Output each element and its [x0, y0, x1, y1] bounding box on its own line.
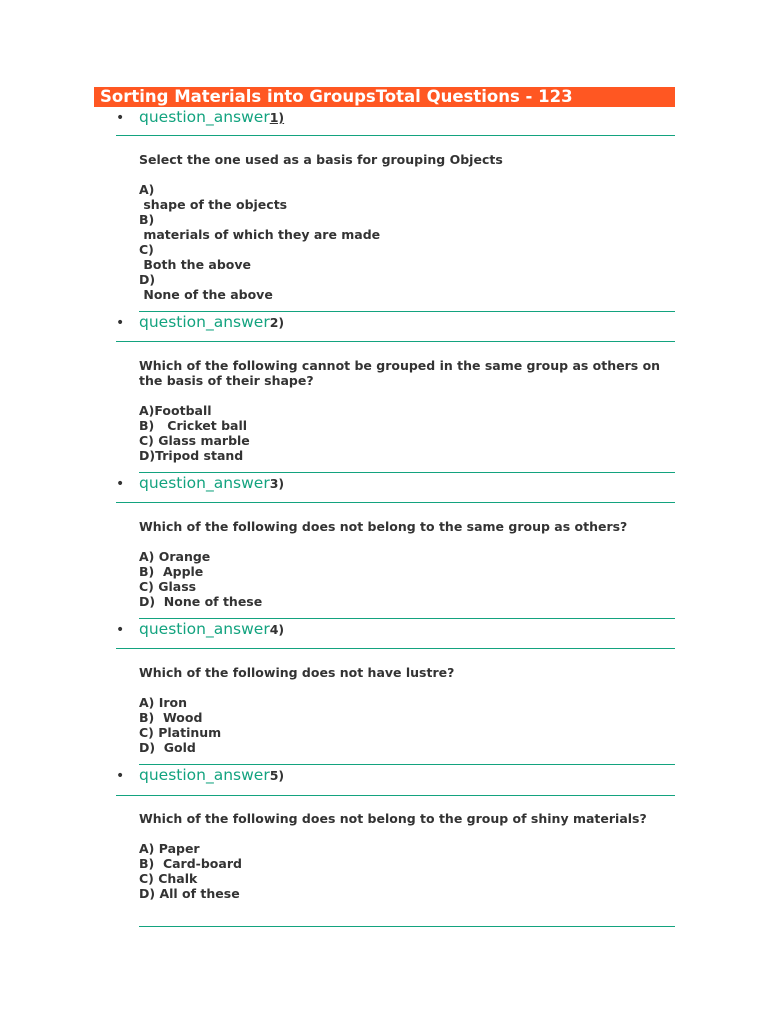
divider	[116, 795, 675, 796]
option-text: D) All of these	[139, 886, 240, 901]
divider	[139, 926, 675, 927]
question-header	[116, 107, 675, 129]
question-block	[139, 358, 674, 463]
question-text: Which of the following does not have lustre?	[139, 665, 455, 680]
question-header	[116, 619, 675, 641]
divider	[116, 648, 675, 649]
option-label: C)	[139, 242, 154, 257]
question-number[interactable]: 4)	[269, 622, 285, 637]
bullet-icon: •	[116, 315, 125, 331]
option-text: A)Football	[139, 403, 212, 418]
bullet-icon: •	[116, 110, 125, 126]
bullet-icon: •	[116, 476, 125, 492]
option-text: C) Platinum	[139, 725, 222, 740]
option-text: B) Cricket ball	[139, 418, 248, 433]
option-text: A) Paper	[139, 841, 200, 856]
divider	[116, 341, 675, 342]
question-number[interactable]: 1)	[269, 110, 285, 125]
option-text: A) Orange	[139, 549, 211, 564]
question-number[interactable]: 3)	[269, 476, 285, 491]
option-label: A)	[139, 182, 155, 197]
question-answer-link[interactable]: question_answer2)	[139, 313, 285, 331]
option-text: D) None of these	[139, 594, 263, 609]
option-text: Both the above	[139, 257, 251, 272]
option-text: D)Tripod stand	[139, 448, 244, 463]
question-header	[116, 765, 675, 787]
question-answer-link[interactable]: question_answer5)	[139, 766, 285, 784]
question-text: Which of the following does not belong to the group of shiny materials?	[139, 811, 647, 826]
option-text: A) Iron	[139, 695, 188, 710]
question-text: Which of the following does not belong to the same group as others?	[139, 519, 628, 534]
question-block	[139, 811, 674, 901]
title-bar	[94, 87, 675, 107]
option-text: C) Glass	[139, 579, 197, 594]
option-text: B) Wood	[139, 710, 203, 725]
question-answer-link[interactable]: question_answer1)	[139, 108, 285, 126]
option-text: B) Apple	[139, 564, 204, 579]
question-text: Select the one used as a basis for grouping Objects	[139, 152, 503, 167]
divider	[116, 502, 675, 503]
option-text: C) Chalk	[139, 871, 198, 886]
question-block	[139, 665, 674, 755]
question-header	[116, 473, 675, 495]
question-block	[139, 152, 674, 302]
question-number[interactable]: 5)	[269, 768, 285, 783]
question-header	[116, 312, 675, 334]
question-answer-link[interactable]: question_answer3)	[139, 474, 285, 492]
bullet-icon: •	[116, 622, 125, 638]
divider	[116, 135, 675, 136]
option-text: materials of which they are made	[139, 227, 381, 242]
option-label: D)	[139, 272, 156, 287]
option-text: C) Glass marble	[139, 433, 250, 448]
option-text: D) Gold	[139, 740, 196, 755]
option-text: None of the above	[139, 287, 273, 302]
question-answer-link[interactable]: question_answer4)	[139, 620, 285, 638]
question-number[interactable]: 2)	[269, 315, 285, 330]
option-text: shape of the objects	[139, 197, 288, 212]
bullet-icon: •	[116, 768, 125, 784]
question-text: Which of the following cannot be grouped in the same group as others on the basis of their shape?	[139, 358, 665, 388]
question-block	[139, 519, 674, 609]
page-title: Sorting Materials into GroupsTotal Questions - 123	[100, 87, 573, 106]
option-label: B)	[139, 212, 155, 227]
option-text: B) Card-board	[139, 856, 242, 871]
